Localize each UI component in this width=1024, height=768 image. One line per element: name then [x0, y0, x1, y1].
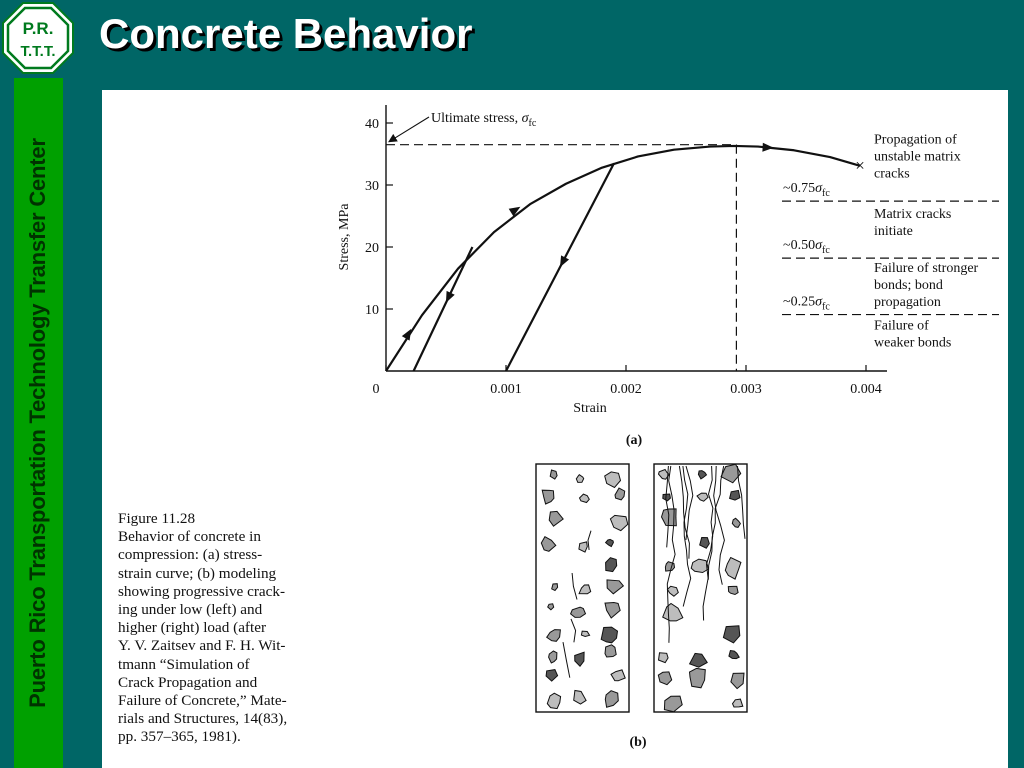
curve-direction-arrow: [446, 291, 455, 303]
x-axis-title: Strain: [573, 401, 607, 416]
x-tick-label: 0.004: [850, 382, 882, 397]
chart-panel-label: (a): [625, 433, 643, 448]
stress-level-label: $\sim 0.75\sigma_{fc}$: [783, 181, 830, 200]
crack-model-figure: [536, 464, 747, 750]
caption-line: Y. V. Zaitsev and F. H. Wit-: [118, 637, 286, 655]
caption-line: tmann “Simulation of: [118, 655, 250, 673]
crack-model-panel-label: (b): [629, 735, 647, 750]
caption-line: Failure of Concrete,” Mate-: [118, 692, 287, 710]
x-tick-label: 0.003: [730, 382, 762, 397]
sidebar-org-name: Puerto Rico Transportation Technology Transfer Center: [25, 138, 50, 708]
ultimate-stress-pointer: [389, 117, 429, 142]
stress-level-label: $\sim 0.25\sigma_{fc}$: [783, 294, 830, 313]
caption-line: rials and Structures, 14(83),: [118, 710, 288, 728]
zone-description-line: weaker bonds: [874, 335, 952, 351]
ultimate-stress-label: Ultimate stress, $\sigma_{fc}$: [431, 111, 537, 129]
logo-text-line1: P.R.: [22, 19, 54, 38]
zone-description-line: Propagation of: [874, 132, 957, 148]
y-tick-label: 30: [365, 179, 379, 194]
pr-ttt-logo: [2, 2, 74, 74]
zone-description-line: bonds; bond: [874, 277, 943, 293]
zone-description-line: Failure of: [874, 318, 929, 334]
y-tick-label: 20: [365, 241, 379, 256]
caption-line: pp. 357–365, 1981).: [118, 728, 241, 746]
series-line: [414, 247, 473, 371]
x-tick-label: 0.002: [610, 382, 642, 397]
logo-octagon: [3, 3, 73, 73]
logo-text-line2: T.T.T.: [20, 43, 56, 60]
sidebar-band: [14, 78, 63, 768]
zone-description-line: unstable matrix: [874, 149, 961, 165]
zone-description-line: initiate: [874, 223, 913, 239]
stress-strain-chart: [337, 105, 999, 448]
caption-line: ing under low (left) and: [118, 601, 263, 619]
caption-line: Behavior of concrete in: [118, 528, 261, 546]
caption-line: strain curve; (b) modeling: [118, 564, 277, 582]
y-tick-label: 10: [365, 303, 379, 318]
caption-line: compression: (a) stress-: [118, 546, 263, 564]
crack-model-low-load: [536, 464, 629, 712]
figure-panel: [102, 90, 1008, 768]
aggregate-particle: [665, 562, 674, 571]
stress-level-label: $\sim 0.50\sigma_{fc}$: [783, 238, 830, 257]
zone-description-line: propagation: [874, 294, 941, 310]
y-axis-title: Stress, MPa: [337, 203, 352, 271]
zone-description-line: Failure of stronger: [874, 260, 979, 276]
aggregate-particle: [605, 645, 616, 657]
slide-title: Concrete Behavior: [99, 10, 473, 57]
figure-caption: [118, 510, 328, 747]
caption-line: higher (right) load (after: [118, 619, 267, 637]
x-tick-label: 0: [372, 382, 380, 397]
aggregate-particle: [730, 490, 740, 500]
zone-description-line: Matrix cracks: [874, 206, 952, 222]
caption-line: Crack Propagation and: [118, 673, 258, 691]
zone-description-line: cracks: [874, 166, 910, 182]
failure-marker: ×: [855, 155, 865, 175]
caption-line: showing progressive crack-: [118, 582, 286, 600]
x-tick-label: 0.001: [490, 382, 522, 397]
caption-line: Figure 11.28: [118, 510, 196, 527]
curve-direction-arrow: [762, 143, 773, 152]
crack-model-high-load: [654, 464, 747, 712]
y-tick-label: 40: [365, 117, 379, 132]
